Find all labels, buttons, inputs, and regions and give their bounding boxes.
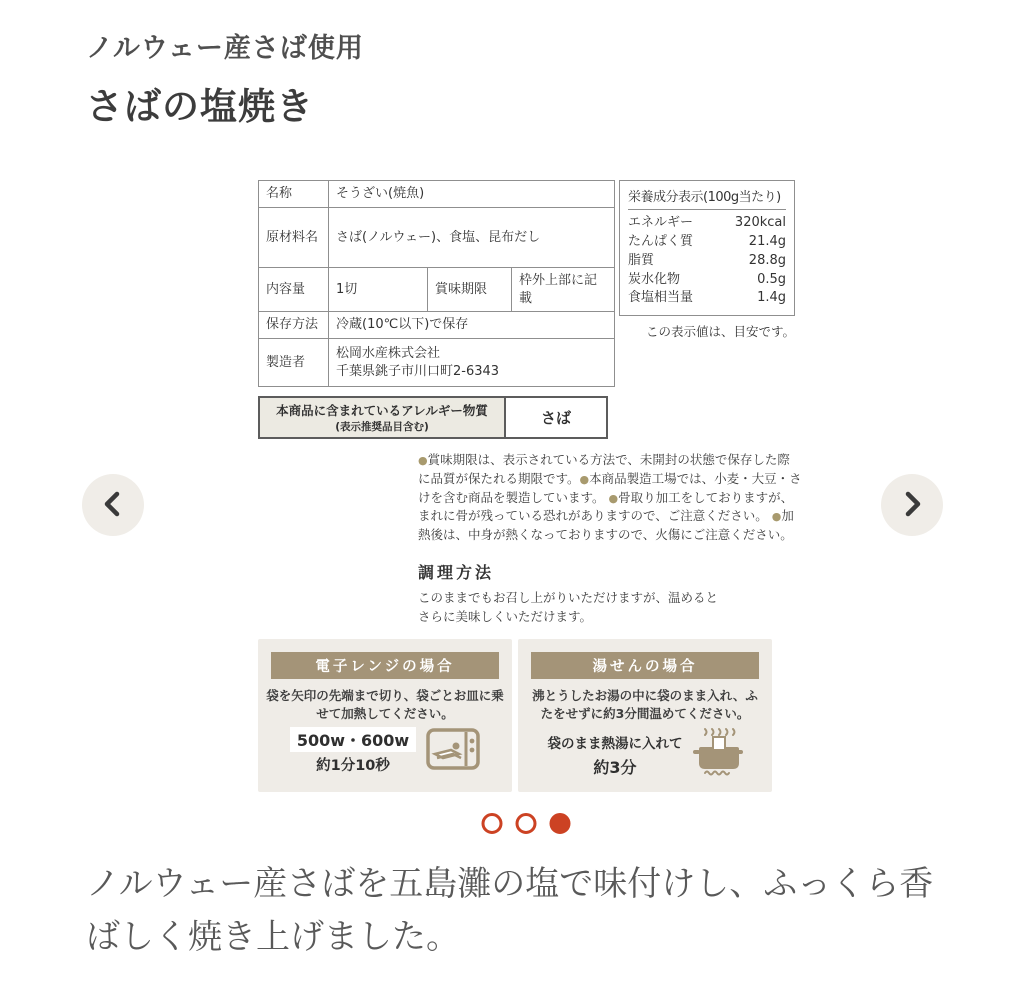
nutrition-panel xyxy=(619,180,795,340)
carousel-dot-1[interactable] xyxy=(482,813,503,834)
spec-storage-value: 冷蔵(10℃以下)で保存 xyxy=(329,312,615,339)
cooking-method-intro: このままでもお召し上がりいただけますが、温めるとさらに美味しくいただけます。 xyxy=(418,589,719,624)
hot-water-caption: 袋のまま熱湯に入れて xyxy=(547,736,683,753)
spec-storage-label: 保存方法 xyxy=(259,312,329,339)
table-row xyxy=(259,268,615,312)
microwave-box xyxy=(258,639,512,792)
note-item: 骨取り加工をしておりますが、まれに骨が残っている恐れがありますので、ご注意ください。 xyxy=(418,489,794,524)
microwave-settings xyxy=(290,727,416,775)
nutrition-label: 炭水化物 xyxy=(628,271,681,287)
note-item: 加熱後は、中身が熱くなっておりますので、火傷にご注意ください。 xyxy=(418,508,794,543)
bullet-icon: ● xyxy=(579,472,590,486)
carousel-prev-button[interactable] xyxy=(82,474,144,536)
cooking-instruction-boxes xyxy=(258,639,795,792)
spec-expiry-value: 枠外上部に記載 xyxy=(512,268,615,312)
nutrition-row xyxy=(628,271,786,290)
spec-and-nutrition xyxy=(258,180,795,387)
bullet-icon: ● xyxy=(608,491,619,505)
allergy-heading: 本商品に含まれているアレルギー物質 xyxy=(276,403,488,419)
spec-expiry-label: 賞味期限 xyxy=(428,268,512,312)
table-row xyxy=(259,208,615,268)
allergy-value: さば xyxy=(540,409,571,428)
carousel-next-button[interactable] xyxy=(881,474,943,536)
nutrition-value: 1.4g xyxy=(757,290,786,306)
nutrition-title: 栄養成分表示(100g当たり) xyxy=(628,186,786,210)
nutrition-value: 21.4g xyxy=(748,233,786,249)
microwave-wattage: 500w・600w xyxy=(290,727,416,752)
nutrition-row xyxy=(628,252,786,271)
carousel-dots xyxy=(482,813,571,834)
microwave-time: 約1分10秒 xyxy=(316,758,390,775)
nutrition-value: 0.5g xyxy=(757,271,786,287)
nutrition-row xyxy=(628,214,786,233)
product-title: さばの塩焼き xyxy=(86,85,314,128)
bullet-icon: ● xyxy=(418,454,428,468)
nutrition-label: エネルギー xyxy=(628,215,694,230)
product-label-image xyxy=(258,180,802,792)
spec-table xyxy=(258,180,615,387)
table-row xyxy=(259,181,615,208)
hot-water-instruction: 沸とうしたお湯の中に袋のまま入れ、ふたをせずに約3分間温めてください。 xyxy=(532,688,758,721)
allergy-table xyxy=(258,396,608,439)
hot-water-box-title: 湯せんの場合 xyxy=(531,652,759,679)
spec-name-label: 名称 xyxy=(259,181,329,208)
microwave-detail xyxy=(258,727,512,775)
nutrition-label: 脂質 xyxy=(628,252,655,268)
nutrition-footnote: この表示値は、目安です。 xyxy=(645,324,795,340)
note-item: 賞味期限は、表示されている方法で、未開封の状態で保存した際に品質が保たれる期限です。 xyxy=(418,452,790,486)
table-row xyxy=(259,312,615,339)
nutrition-value: 320kcal xyxy=(734,215,786,230)
microwave-icon xyxy=(426,727,480,775)
hot-water-box xyxy=(518,639,772,792)
product-description: ノルウェー産さばを五島灘の塩で味付けし、ふっくら香ばしく焼き上げました。 xyxy=(86,864,934,957)
spec-ingredients-value: さば(ノルウェー)、食塩、昆布だし xyxy=(329,208,615,268)
product-subtitle: ノルウェー産さば使用 xyxy=(86,33,364,64)
nutrition-label: 食塩相当量 xyxy=(628,290,694,306)
allergy-subheading: (表示推奨品目含む) xyxy=(335,421,429,434)
nutrition-label: たんぱく質 xyxy=(628,233,694,249)
cooking-method-heading: 調理方法 xyxy=(418,562,495,582)
microwave-instruction: 袋を矢印の先端まで切り、袋ごとお皿に乗せて加熱してください。 xyxy=(266,688,504,721)
spec-amount-label: 内容量 xyxy=(259,268,329,312)
manufacturer-name: 松岡水産株式会社 xyxy=(336,346,441,362)
nutrition-row xyxy=(628,289,786,308)
manufacturer-address: 千葉県銚子市川口町2-6343 xyxy=(336,363,500,379)
spec-name-value: そうざい(焼魚) xyxy=(329,181,615,208)
carousel-dot-2[interactable] xyxy=(516,813,537,834)
spec-manufacturer-value xyxy=(329,339,615,387)
hot-water-detail xyxy=(518,727,772,783)
spec-manufacturer-label: 製造者 xyxy=(259,339,329,387)
spec-amount-value: 1切 xyxy=(329,268,428,312)
hot-water-time: 約3分 xyxy=(593,758,637,778)
note-item: 本商品製造工場では、小麦・大豆・さけを含む商品を製造しています。 xyxy=(418,470,802,505)
nutrition-row xyxy=(628,233,786,252)
nutrition-table xyxy=(619,180,795,316)
table-row xyxy=(259,339,615,387)
chevron-right-icon xyxy=(897,489,927,522)
pot-icon xyxy=(693,727,743,783)
nutrition-value: 28.8g xyxy=(748,252,786,268)
microwave-box-title: 電子レンジの場合 xyxy=(271,652,499,679)
chevron-left-icon xyxy=(98,489,128,522)
allergy-heading-cell xyxy=(260,398,506,437)
product-notes xyxy=(418,451,802,545)
bullet-icon: ● xyxy=(771,510,782,524)
hot-water-settings xyxy=(548,732,683,778)
carousel-dot-3-active[interactable] xyxy=(550,813,571,834)
spec-ingredients-label: 原材料名 xyxy=(259,208,329,268)
